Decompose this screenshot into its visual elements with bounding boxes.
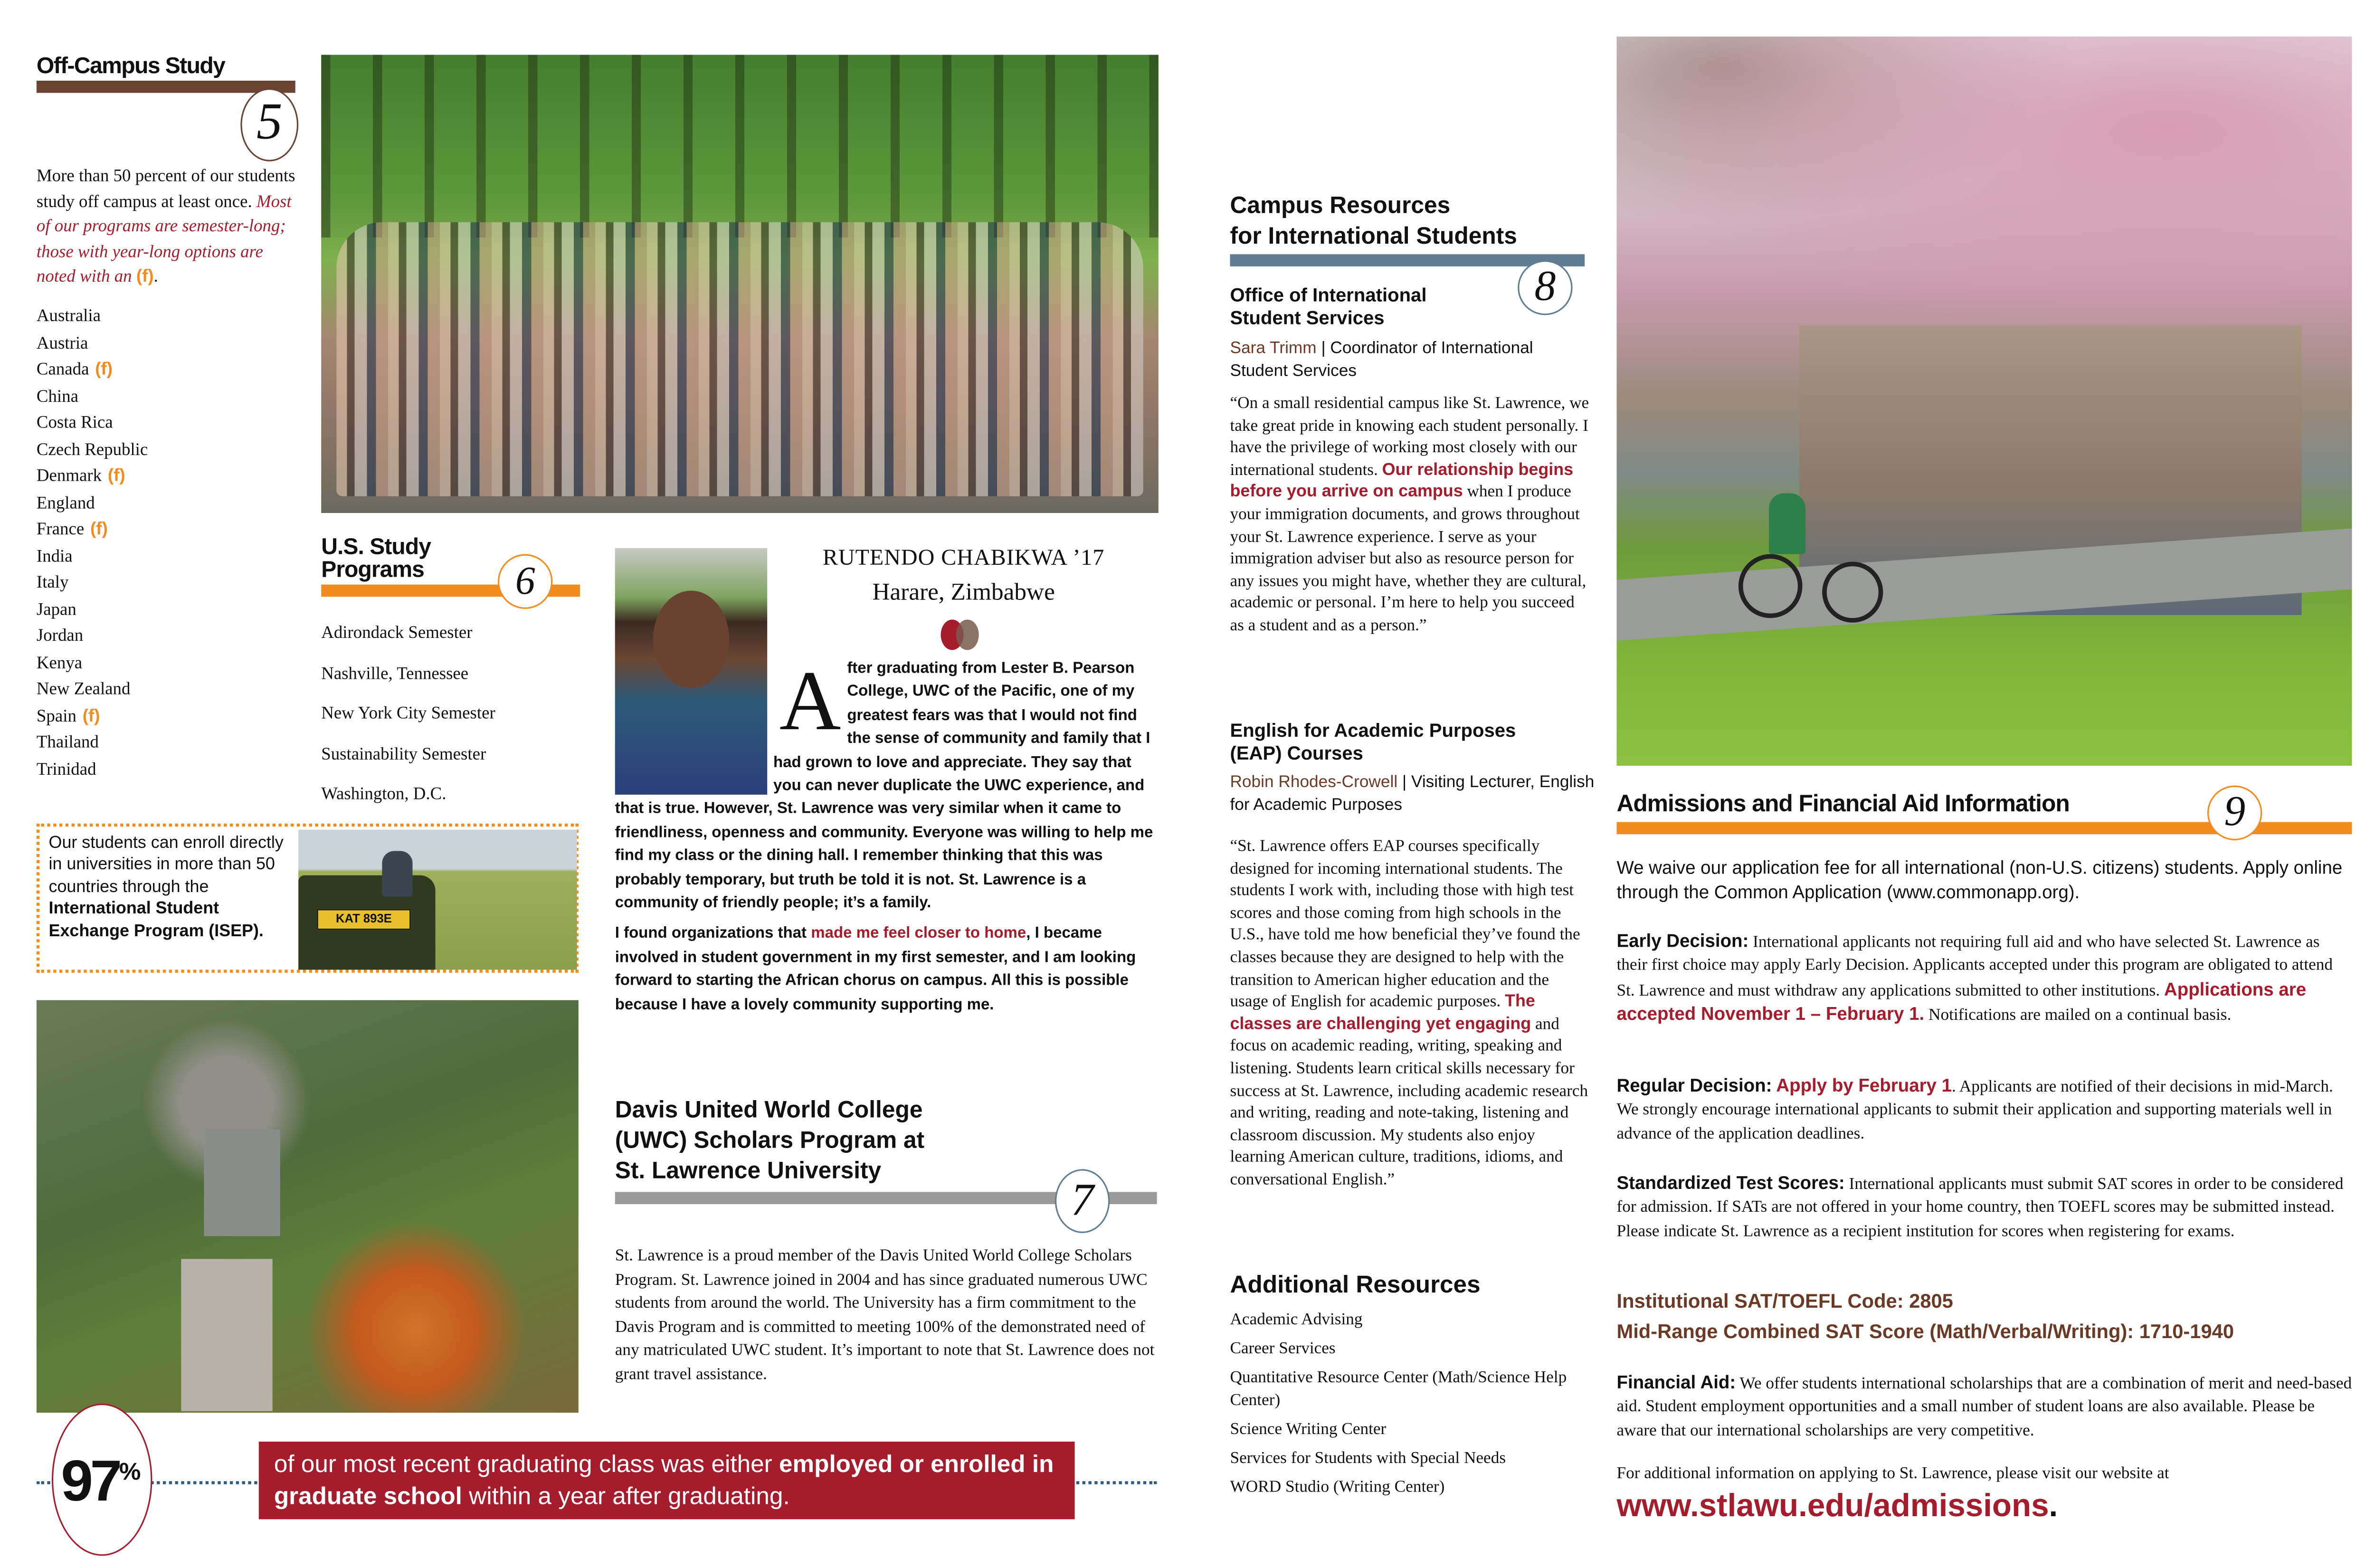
- resource-item: Science Writing Center: [1230, 1420, 1387, 1439]
- additional-resources-heading: Additional Resources: [1230, 1273, 1481, 1299]
- country-item: Austria: [36, 334, 88, 352]
- aerial-campus-photo: [37, 1000, 579, 1413]
- country-item: Jordan: [36, 627, 84, 646]
- profile-name: RUTENDO CHABIKWA ’17: [822, 546, 1105, 571]
- year-long-marker: (f): [90, 521, 108, 539]
- section-number-9: 9: [2207, 786, 2262, 840]
- country-item: Canada (f): [36, 361, 113, 379]
- country-item: Costa Rica: [36, 414, 113, 433]
- resource-item: Quantitative Resource Center (Math/Science Help Center): [1230, 1368, 1567, 1410]
- eap-person: Robin Rhodes-Crowell: [1230, 773, 1398, 792]
- sat-range: Mid-Range Combined SAT Score (Math/Verbal/Writing): 1710-1940: [1616, 1320, 2234, 1343]
- country-item: Japan: [36, 600, 76, 619]
- section-number-7: 7: [1055, 1169, 1110, 1233]
- eap-contact: Robin Rhodes-Crowell | Visiting Lecturer, English for Academic Purposes: [1230, 773, 1595, 815]
- country-item: Denmark (f): [36, 467, 125, 486]
- year-long-marker: (f): [95, 361, 113, 379]
- profile-paragraph-1: A fter graduating from Lester B. Pearson College, UWC of the Pacific, one of my greatest fears was that I would not find the sense of community and family that I had grown to love and appreciate. They say that you can never duplicate the UWC experience, and that is true. However, St. Lawrence was very similar when it came to friendliness, openness and community. Everyone was willing to help me find my class or the dining hall. I remember thinking that this was probably temporary, but truth be told it is not. St. Lawrence is a community of friendly people; it’s a family.: [615, 655, 1153, 912]
- campus-bike-photo: [1616, 37, 2352, 766]
- country-item: Czech Republic: [36, 440, 148, 459]
- financial-aid: Financial Aid: We offer students international scholarships that are a combination of merit and need-based aid. Student employment opportunities and a small number of student loans are also available. Please be aware that our international scholarships are very competitive.: [1616, 1371, 2352, 1440]
- us-program-item: Nashville, Tennessee: [321, 665, 469, 683]
- off-campus-title: Off-Campus Study: [36, 53, 225, 79]
- us-program-list: [321, 614, 603, 816]
- country-list: [37, 304, 148, 784]
- off-campus-intro-text: More than 50 percent of our students study off campus at least once.: [36, 167, 295, 211]
- country-item: France (f): [36, 521, 108, 539]
- country-item: Thailand: [36, 733, 99, 752]
- us-program-item: Washington, D.C.: [321, 786, 446, 805]
- oiss-quote: “On a small residential campus like St. Lawrence, we take great pride in knowing each student personally. I have the privilege of working most closely with our international students. Our relationship begins before you arrive on campus when I produce your immigration documents, and grows throughout your St. Lawrence experience. I serve as your immigration adviser but also as resource person for any issues you might have, whether they are cultural, academic or personal. I’m here to help you succeed as a student and as a person.”: [1230, 394, 1589, 635]
- drop-cap: A: [779, 655, 841, 749]
- country-item: Kenya: [36, 654, 83, 672]
- closing-text: For additional information on applying to St. Lawrence, please visit our website at: [1616, 1464, 2169, 1483]
- off-campus-title-bar: [37, 81, 295, 93]
- stat-value: 97%: [61, 1450, 141, 1514]
- country-item: England: [36, 494, 95, 513]
- country-item: Italy: [36, 574, 69, 592]
- country-item: Spain (f): [36, 707, 100, 726]
- country-item: Australia: [36, 307, 101, 326]
- campus-resources-title: Campus Resources for International Students: [1230, 193, 1517, 250]
- additional-resources-list: [1230, 1309, 1589, 1505]
- country-item: Trinidad: [36, 760, 96, 779]
- us-study-title: U.S. Study Programs: [321, 534, 431, 583]
- institution-code: Institutional SAT/TOEFL Code: 2805: [1616, 1289, 1953, 1312]
- section-number-6: 6: [498, 554, 552, 609]
- eap-quote: “St. Lawrence offers EAP courses specifically designed for incoming international students. The students I work with, including those with high test scores and those coming from high schools in the U.S., have told me how beneficial they’ve found the classes because they are designed to help with the transition to American higher education and the usage of English for academic purposes. The classes are challenging yet engaging and focus on academic reading, writing, speaking and listening. Students learn critical skills necessary for success at St. Lawrence, including academic research and writing, reading and note-taking, listening and classroom discussion. My students also enjoy learning American culture, traditions, idioms, and conversational English.”: [1230, 837, 1588, 1189]
- isep-callout: [37, 824, 579, 973]
- regular-decision: Regular Decision: Apply by February 1. Applicants are notified of their decisions in mid-March. We strongly encourage international applicants to submit their application and supporting materials well in advance of the application deadlines.: [1616, 1074, 2333, 1143]
- resource-item: WORD Studio (Writing Center): [1230, 1478, 1445, 1497]
- us-program-item: New York City Semester: [321, 705, 495, 723]
- test-scores: Standardized Test Scores: International applicants must submit SAT scores in order to be considered for admission. If SATs are not offered in your home country, then TOEFL scores may be submitted instead. Please indicate St. Lawrence as a recipient institution for scores when registering for exams.: [1616, 1172, 2344, 1241]
- resource-item: Academic Advising: [1230, 1311, 1363, 1329]
- off-campus-intro: More than 50 percent of our students study off campus at least once. Most of our programs are semester-long; those with year-long options are noted with an (f).: [36, 167, 295, 286]
- country-item: India: [36, 547, 73, 566]
- license-plate: KAT 893E: [317, 909, 411, 930]
- quote-mark-icon: [938, 617, 989, 650]
- admissions-intro: We waive our application fee for all international (non-U.S. citizens) students. Apply online through the Common Application (www.commonapp.org).: [1616, 857, 2343, 903]
- admissions-url-line: www.stlawu.edu/admissions.: [1616, 1489, 2058, 1524]
- oiss-heading: Office of International Student Services: [1230, 285, 1427, 328]
- safari-photo: [298, 830, 577, 970]
- oiss-person: Sara Trimm: [1230, 339, 1317, 358]
- admissions-link[interactable]: www.stlawu.edu/admissions: [1616, 1489, 2049, 1524]
- resource-item: Career Services: [1230, 1340, 1336, 1358]
- section-number-8: 8: [1518, 260, 1572, 315]
- country-item: China: [36, 387, 78, 406]
- profile-story: [615, 657, 1157, 1017]
- off-campus-note: Most of our programs are semester-long; those with year-long options are noted with an: [36, 192, 292, 286]
- profile-hometown: Harare, Zimbabwe: [872, 580, 1055, 606]
- section-number-5: 5: [240, 88, 298, 162]
- admissions-title: Admissions and Financial Aid Information: [1616, 791, 2070, 817]
- stat-banner: of our most recent graduating class was either employed or enrolled in graduate school within a year after graduating.: [259, 1442, 1075, 1519]
- us-program-item: Adirondack Semester: [321, 624, 473, 643]
- us-program-item: Sustainability Semester: [321, 745, 486, 764]
- profile-paragraph-2: I found organizations that made me feel closer to home, I became involved in student government in my first semester, and I am looking forward to starting the African chorus on campus. All this is possible because I have a lovely community supporting me.: [615, 926, 1136, 1014]
- uwc-title: Davis United World College (UWC) Scholars Program at St. Lawrence University: [615, 1097, 925, 1185]
- eap-heading: English for Academic Purposes (EAP) Courses: [1230, 720, 1516, 764]
- isep-text: Our students can enroll directly in universities in more than 50 countries through the International Student Exchange Program (ISEP).: [48, 834, 284, 941]
- oiss-contact: Sara Trimm | Coordinator of International Student Services: [1230, 339, 1533, 381]
- year-long-marker: (f): [107, 467, 125, 486]
- uwc-body: St. Lawrence is a proud member of the Davis United World College Scholars Program. St. Lawrence joined in 2004 and has since graduated numerous UWC students from around the world. The University has a firm commitment to the Davis Program and is committed to meeting 100% of the demonstrated need of any matriculated UWC student. It’s important to note that St. Lawrence does not grant travel assistance.: [615, 1246, 1155, 1383]
- resource-item: Services for Students with Special Needs: [1230, 1449, 1506, 1468]
- group-photo: [321, 55, 1159, 513]
- early-decision: Early Decision: International applicants not requiring full aid and who have selected St. Lawrence as their first choice may apply Early Decision. Applicants accepted under this program are obligated to attend St. Lawrence and must withdraw any applications submitted to other institutions. Applications are accepted November 1 – February 1. Notifications are mailed on a continual basis.: [1616, 930, 2333, 1025]
- country-item: New Zealand: [36, 680, 131, 699]
- year-long-marker: (f): [136, 268, 154, 286]
- year-long-marker: (f): [82, 707, 100, 726]
